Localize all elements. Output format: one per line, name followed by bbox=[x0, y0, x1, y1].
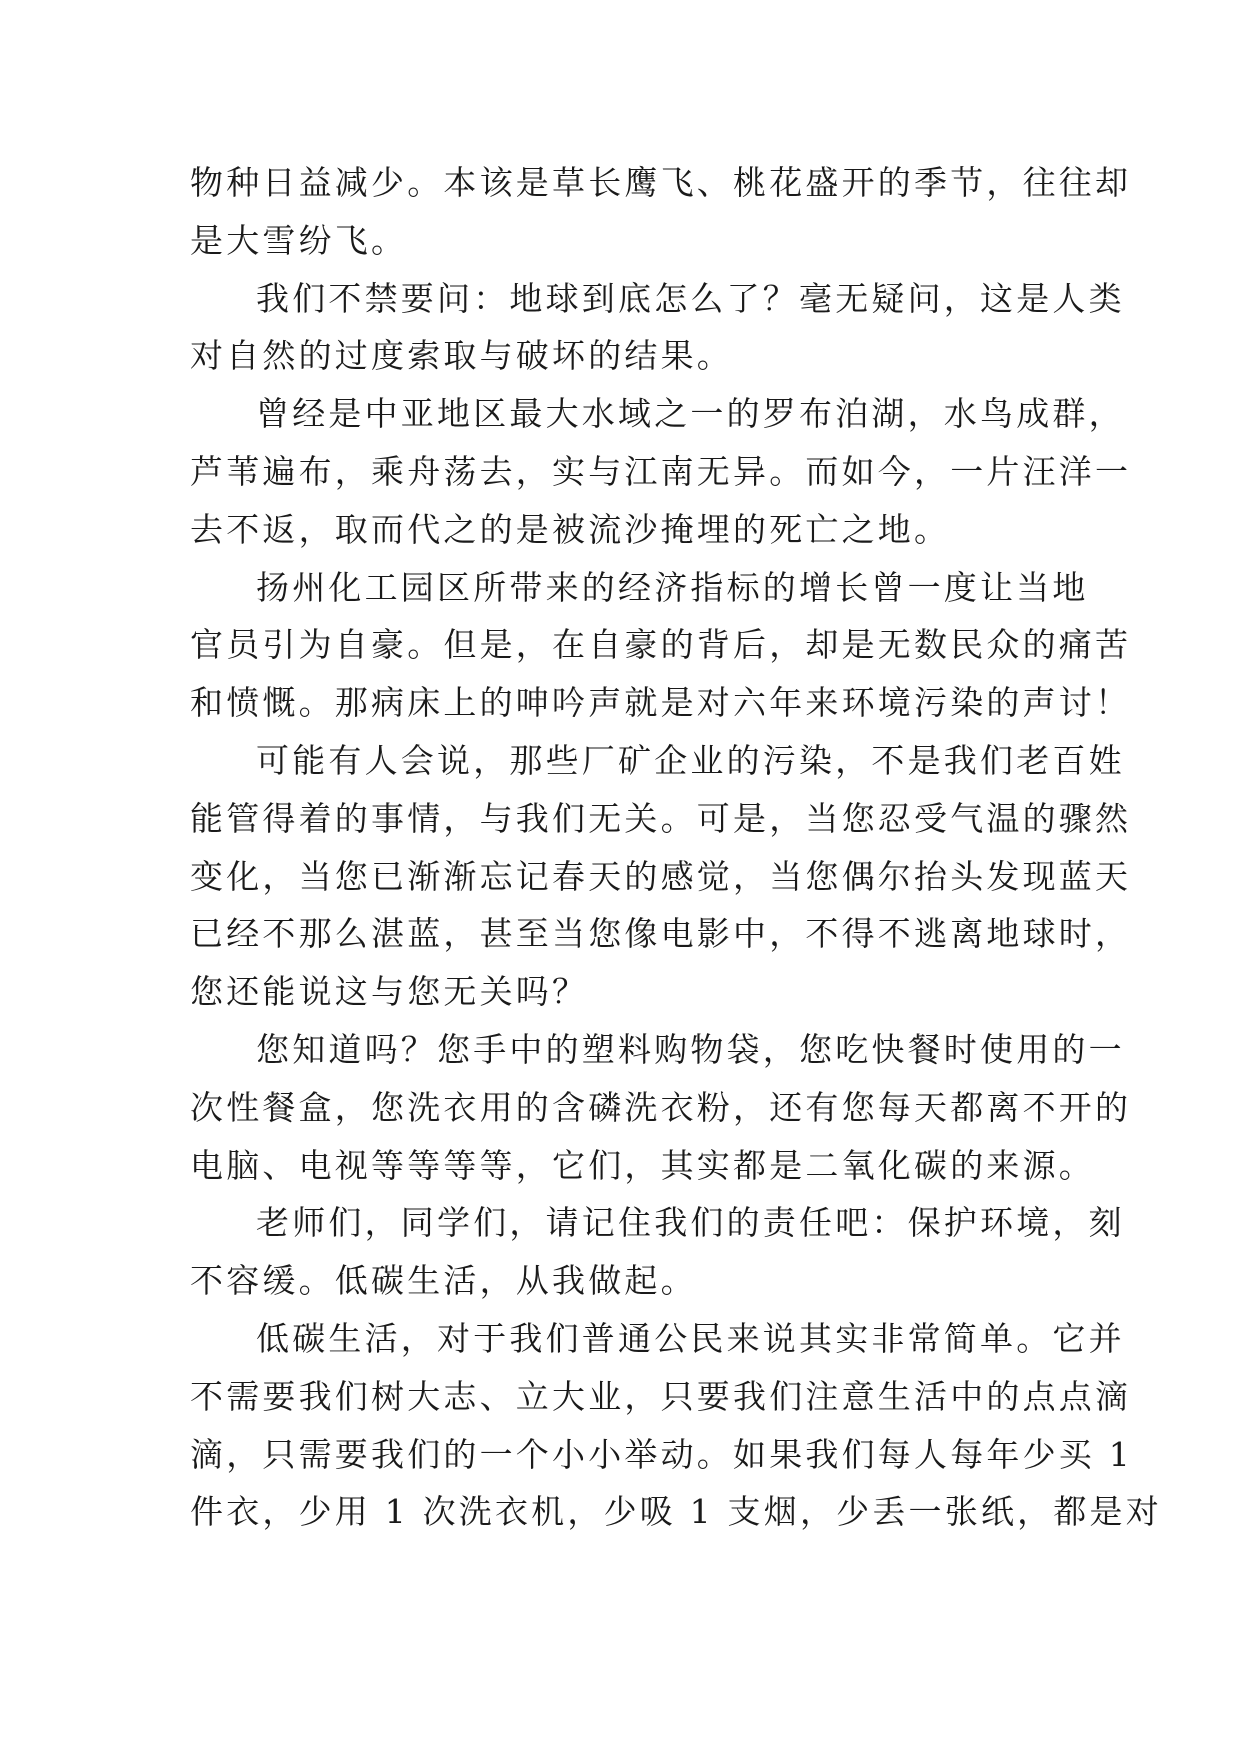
text-line: 低碳生活，对于我们普通公民来说其实非常简单。它并 bbox=[256, 1318, 1125, 1358]
text-line: 我们不禁要问：地球到底怎么了？毫无疑问，这是人类 bbox=[256, 278, 1125, 318]
document-body bbox=[190, 154, 1162, 1541]
text-line: 是大雪纷飞。 bbox=[190, 220, 408, 260]
paragraph bbox=[190, 154, 1132, 270]
text-line: 电脑、电视等等等等，它们，其实都是二氧化碳的来源。 bbox=[190, 1145, 1095, 1185]
text-line: 可能有人会说，那些厂矿企业的污染，不是我们老百姓 bbox=[256, 740, 1125, 780]
text-line: 您知道吗？您手中的塑料购物袋，您吃快餐时使用的一 bbox=[256, 1029, 1125, 1069]
text-line: 不容缓。低碳生活，从我做起。 bbox=[190, 1261, 697, 1301]
paragraph bbox=[190, 1021, 1132, 1194]
paragraph bbox=[190, 732, 1132, 1021]
text-line: 去不返，取而代之的是被流沙掩埋的死亡之地。 bbox=[190, 509, 951, 549]
paragraph bbox=[190, 385, 1132, 558]
text-line: 老师们，同学们，请记住我们的责任吧：保护环境，刻 bbox=[256, 1203, 1125, 1243]
text-line: 对自然的过度索取与破坏的结果。 bbox=[190, 336, 733, 376]
text-line: 已经不那么湛蓝，甚至当您像电影中，不得不逃离地球时， bbox=[190, 914, 1132, 954]
text-line: 不需要我们树大志、立大业，只要我们注意生活中的点点滴 bbox=[190, 1376, 1132, 1416]
paragraph bbox=[190, 270, 1125, 386]
text-line: 芦苇遍布，乘舟荡去，实与江南无异。而如今，一片汪洋一 bbox=[190, 451, 1132, 491]
text-line: 变化，当您已渐渐忘记春天的感觉，当您偶尔抬头发现蓝天 bbox=[190, 856, 1132, 896]
text-line: 能管得着的事情，与我们无关。可是，当您忍受气温的骤然 bbox=[190, 798, 1132, 838]
paragraph bbox=[190, 559, 1132, 732]
text-line: 您还能说这与您无关吗？ bbox=[190, 972, 589, 1012]
text-line: 曾经是中亚地区最大水域之一的罗布泊湖，水鸟成群， bbox=[256, 394, 1125, 434]
paragraph bbox=[190, 1194, 1125, 1310]
paragraph bbox=[190, 1310, 1162, 1541]
text-line: 和愤慨。那病床上的呻吟声就是对六年来环境污染的声讨！ bbox=[190, 683, 1132, 723]
text-line: 次性餐盒，您洗衣用的含磷洗衣粉，还有您每天都离不开的 bbox=[190, 1087, 1132, 1127]
text-line: 件衣，少用 1 次洗衣机，少吸 1 支烟，少丢一张纸，都是对 bbox=[190, 1492, 1162, 1532]
text-line: 滴，只需要我们的一个小小举动。如果我们每人每年少买 1 bbox=[190, 1434, 1133, 1474]
text-line: 官员引为自豪。但是，在自豪的背后，却是无数民众的痛苦 bbox=[190, 625, 1132, 665]
text-line: 物种日益减少。本该是草长鹰飞、桃花盛开的季节，往往却 bbox=[190, 163, 1132, 202]
text-line: 扬州化工园区所带来的经济指标的增长曾一度让当地 bbox=[256, 567, 1089, 607]
